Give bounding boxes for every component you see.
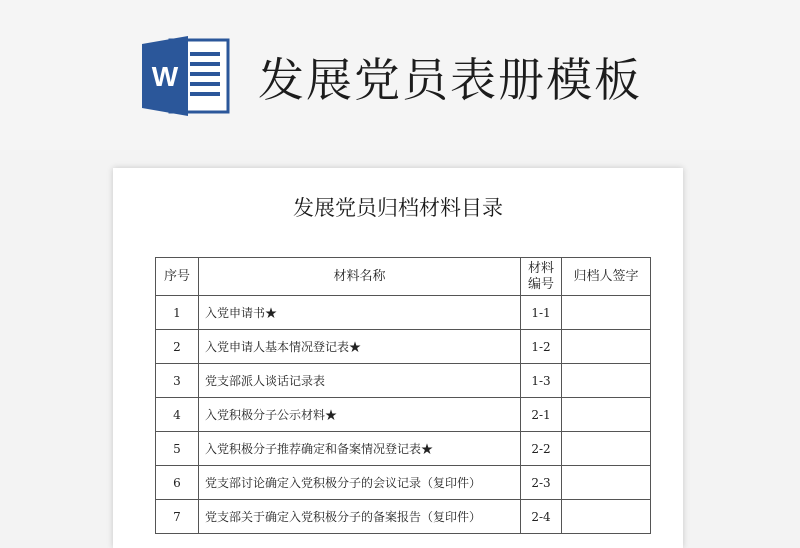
row-code: 2-3 (521, 466, 562, 500)
row-num: 7 (156, 500, 199, 534)
column-header-code-line2: 编号 (527, 276, 554, 292)
column-header-name: 材料名称 (199, 258, 521, 296)
row-name: 党支部派人谈话记录表 (199, 364, 521, 398)
header-banner (0, 0, 800, 150)
table-row (156, 466, 651, 500)
row-code: 2-1 (521, 398, 562, 432)
row-num: 2 (156, 330, 199, 364)
row-name: 入党积极分子公示材料★ (199, 398, 521, 432)
row-name: 入党申请书★ (199, 296, 521, 330)
row-num: 4 (156, 398, 199, 432)
row-name: 入党申请人基本情况登记表★ (199, 330, 521, 364)
row-num: 1 (156, 296, 199, 330)
row-sign (562, 466, 651, 500)
column-header-code (521, 258, 562, 296)
table-row (156, 330, 651, 364)
row-name: 党支部关于确定入党积极分子的备案报告（复印件） (199, 500, 521, 534)
row-sign (562, 330, 651, 364)
row-code: 1-3 (521, 364, 562, 398)
row-sign (562, 296, 651, 330)
row-code: 1-2 (521, 330, 562, 364)
row-sign (562, 432, 651, 466)
row-code: 1-1 (521, 296, 562, 330)
row-sign (562, 500, 651, 534)
word-document-icon (140, 34, 232, 118)
table-row (156, 398, 651, 432)
table-row (156, 432, 651, 466)
word-icon-letter: W (151, 61, 179, 92)
page-title: 发展党员表册模板 (258, 53, 642, 107)
row-name: 入党积极分子推荐确定和备案情况登记表★ (199, 432, 521, 466)
row-name: 党支部讨论确定入党积极分子的会议记录（复印件） (199, 466, 521, 500)
document-title: 发展党员归档材料目录 (293, 196, 503, 220)
row-sign (562, 364, 651, 398)
row-code: 2-4 (521, 500, 562, 534)
row-num: 3 (156, 364, 199, 398)
row-code: 2-2 (521, 432, 562, 466)
row-num: 6 (156, 466, 199, 500)
column-header-num: 序号 (156, 258, 199, 296)
table-header-row (156, 258, 651, 296)
archive-catalog-table (155, 257, 651, 534)
table-row (156, 500, 651, 534)
column-header-code-line1: 材料 (527, 260, 554, 276)
table-row (156, 296, 651, 330)
document-page (113, 168, 683, 548)
row-num: 5 (156, 432, 199, 466)
table-row (156, 364, 651, 398)
column-header-sign: 归档人签字 (562, 258, 651, 296)
row-sign (562, 398, 651, 432)
